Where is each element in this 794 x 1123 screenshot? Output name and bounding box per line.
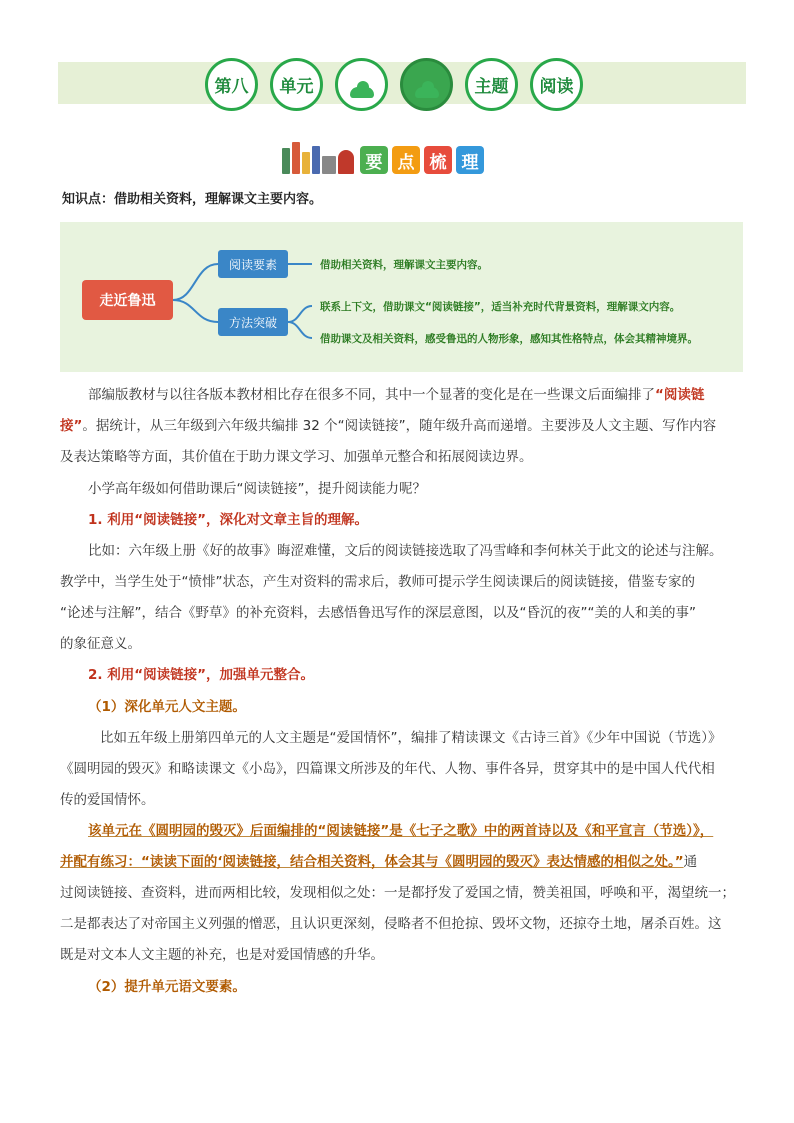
section-char: 梳 xyxy=(424,146,452,174)
mindmap xyxy=(60,222,743,372)
mindmap-root: 走近鲁迅 xyxy=(82,280,173,320)
unit-circle-5: 主题 xyxy=(465,58,518,111)
books-icon xyxy=(282,142,354,174)
mindmap-leaf: 借助课文及相关资料，感受鲁迅的人物形象，感知其性格特点，体会其精神境界。 xyxy=(320,333,698,345)
unit-circle-2: 单元 xyxy=(270,58,323,111)
paragraph-line: 教学中，当学生处于“愤悱”状态，产生对资料的需求后，教师可提示学生阅读课后的阅读链接，借鉴专家的 xyxy=(60,574,695,590)
paragraph-line: 并配有练习：“读读下面的‘阅读链接，结合相关资料，体会其与《圆明园的毁灭》表达情感的相似之处。”通 xyxy=(60,854,698,870)
mindmap-leaf: 联系上下文，借助课文“阅读链接”，适当补充时代背景资料，理解课文内容。 xyxy=(320,301,681,313)
paragraph-line: 过阅读链接、查资料，进而两相比较，发现相似之处：一是都抒发了爱国之情，赞美祖国，呼唤和平，渴望统一； xyxy=(60,885,735,901)
section-char: 要 xyxy=(360,146,388,174)
heading-1: 1. 利用“阅读链接”，深化对文章主旨的理解。 xyxy=(88,512,368,528)
mindmap-branch-method: 方法突破 xyxy=(218,308,288,336)
paragraph-line: 既是对文本人文主题的补充，也是对爱国情感的升华。 xyxy=(60,947,384,963)
subheading: （1）深化单元人文主题。 xyxy=(88,699,246,715)
section-char: 点 xyxy=(392,146,420,174)
knowledge-point: 知识点：借助相关资料，理解课文主要内容。 xyxy=(62,192,323,207)
paragraph-line: 及表达策略等方面，其价值在于助力课文学习、加强单元整合和拓展阅读边界。 xyxy=(60,449,533,465)
highlighted-line: 该单元在《圆明园的毁灭》后面编排的“阅读链接”是《七子之歌》中的两首诗以及《和平宣言（节选）》， xyxy=(88,823,714,839)
heading-2: 2. 利用“阅读链接”，加强单元整合。 xyxy=(88,667,314,683)
paragraph-line: 比如五年级上册第四单元的人文主题是“爱国情怀”，编排了精读课文《古诗三首》《少年中国说（节选）》 xyxy=(100,730,722,746)
section-char: 理 xyxy=(456,146,484,174)
paragraph-line: 小学高年级如何借助课后“阅读链接”，提升阅读能力呢？ xyxy=(88,481,426,497)
paragraph-line: 部编版教材与以往各版本教材相比存在很多不同，其中一个显著的变化是在一些课文后面编排了“阅读链 xyxy=(88,387,705,403)
mindmap-leaf: 借助相关资料，理解课文主要内容。 xyxy=(320,259,488,271)
unit-circle-6: 阅读 xyxy=(530,58,583,111)
paragraph-line: 《圆明园的毁灭》和略读课文《小岛》，四篇课文所涉及的年代、人物、事件各异，贯穿其中的是中国人代代相 xyxy=(60,761,715,777)
subheading: （2）提升单元语文要素。 xyxy=(88,979,246,995)
unit-circle-1: 第八 xyxy=(205,58,258,111)
section-title xyxy=(282,140,484,174)
paragraph-line: 的象征意义。 xyxy=(60,636,141,652)
paragraph-line: 接”。据统计，从三年级到六年级共编排 32 个“阅读链接”，随年级升高而递增。主要涉及人文主题、写作内容 xyxy=(60,418,717,434)
cloud-icon xyxy=(335,58,388,111)
paragraph-line: 传的爱国情怀。 xyxy=(60,792,155,808)
cloud-icon xyxy=(400,58,453,111)
unit-header xyxy=(205,58,583,120)
paragraph-line: 比如：六年级上册《好的故事》晦涩难懂，文后的阅读链接选取了冯雪峰和李何林关于此文的论述与注解。 xyxy=(88,543,723,559)
mindmap-branch-reading: 阅读要素 xyxy=(218,250,288,278)
paragraph-line: 二是都表达了对帝国主义列强的憎恶，且认识更深刻，侵略者不但抢掠、毁坏文物，还掠夺土地，屠杀百姓。这 xyxy=(60,916,722,932)
paragraph-line: “论述与注解”，结合《野草》的补充资料，去感悟鲁迅写作的深层意图，以及“昏沉的夜”“美的人和美的事” xyxy=(60,605,696,621)
